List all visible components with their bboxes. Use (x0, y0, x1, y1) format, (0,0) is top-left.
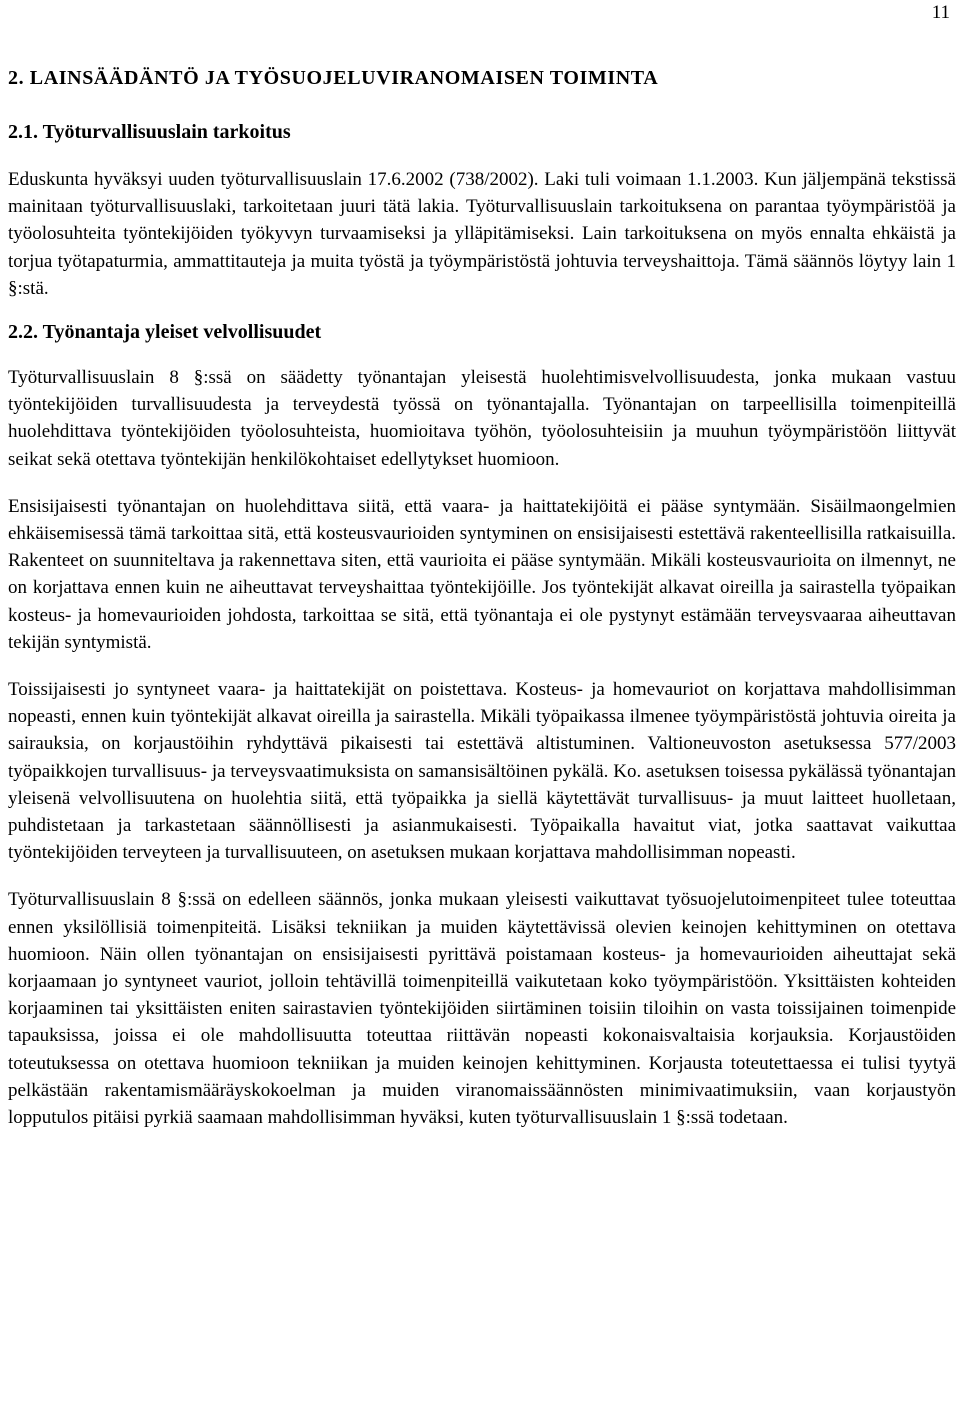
section-heading-2-2: 2.2. Työnantaja yleiset velvollisuudet (8, 321, 322, 344)
section-2-2-paragraph-2: Ensisijaisesti työnantajan on huolehdittava siitä, että vaara- ja haittatekijöitä ei pääse syntymään. Sisäilmaongelmien ehkäisemisessä tämä tarkoittaa sitä, että kosteusvaurioiden syntyminen on ensisijaisesti estettävä rakenteellisilla ratkaisuilla. Rakenteet on suunniteltava ja rakennettava siten, että vaurioita ei pääse syntymään. Mikäli kosteusvaurioita on ilmennyt, ne on korjattava ennen kuin ne aiheuttavat terveyshaittaa työntekijöille. Jos työntekijät alkavat oireilla ja sairastella työpaikan kosteus- ja homevaurioiden johdosta, tarkoittaa se sitä, että työnantaja ei ole pystynyt estämään terveysvaaraa aiheuttavan tekijän syntymistä. (8, 495, 956, 653)
section-2-2-paragraph-4: Työturvallisuuslain 8 §:ssä on edelleen säännös, jonka mukaan yleisesti vaikuttavat työsuojelutoimenpiteet tulee toteuttaa ennen yksilöllisiä toimenpiteitä. Lisäksi tekniikan ja muiden käytettävissä olevien keinojen kehittyminen on otettava huomioon. Näin ollen työnantajan on ensisijaisesti pyrittävä poistamaan kosteus- ja homevaurioiden aiheuttajat sekä korjaamaan jo syntyneet vauriot, jolloin tehtävillä toimenpiteillä vaikutetaan koko työympäristöön. Yksittäisten kohteiden korjaaminen tai yksittäisten eniten sairastavien työntekijöiden siirtäminen toisiin tiloihin on vasta toissijainen toimenpide tapauksissa, joissa ei ole mahdollisuutta toteuttaa riittävän nopeasti kokonaisvaltaisia korjauksia. Korjaustöiden toteutuksessa on otettava huomioon tekniikan ja muiden keinojen kehittyminen. Korjausta toteutettaessa ei tulisi tyytyä pelkästään rakentamismääräyskokoelman ja muiden viranomaissäännösten minimivaatimuksiin, vaan korjaustyön lopputulos pitäisi pyrkiä saamaan mahdollisimman hyväksi, kuten työturvallisuuslain 1 §:ssä todetaan. (8, 889, 956, 1129)
section-2-2-paragraph-3: Toissijaisesti jo syntyneet vaara- ja haittatekijät on poistettava. Kosteus- ja homevauriot on korjattava mahdollisimman nopeasti, ennen kuin työntekijät alkavat oireilla ja sairastella. Mikäli työpaikassa ilmenee työympäristöstä johtuvia oireita ja sairauksia, on korjaustöihin ryhdyttävä pikaisesti tai estettävä altistuminen. Valtioneuvoston asetuksessa 577/2003 työpaikkojen turvallisuus- ja terveysvaatimuksista on samansisältöinen pykälä. Ko. asetuksen toisessa pykälässä työnantajan yleisenä velvollisuutena on huolehtia siitä, että työpaikka ja siellä käytettävät turvallisuus- ja muut laitteet huolletaan, puhdistetaan ja tarkastetaan säännöllisesti ja asianmukaisesti. Työpaikalla havaitut viat, jotka saattavat vaikuttaa työntekijöiden terveyteen ja turvallisuuteen, on asetuksen mukaan korjattava mahdollisimman nopeasti. (8, 679, 956, 864)
section-heading-2-1: 2.1. Työturvallisuuslain tarkoitus (8, 121, 291, 143)
document-page (8, 64, 956, 1131)
page-number: 11 (931, 2, 950, 23)
section-2-1-paragraph: Eduskunta hyväksyi uuden työturvallisuuslain 17.6.2002 (738/2002). Laki tuli voimaan 1.1.2003. Kun jäljempänä tekstissä mainitaan työturvallisuuslaki, tarkoitetaan juuri tätä lakia. Työturvallisuuslain tarkoituksena on parantaa työympäristöä ja työolosuhteita työntekijöiden työkyvyn turvaamiseksi ja ylläpitämiseksi. Lain tarkoituksena on myös ennalta ehkäistä ja torjua työtapaturmia, ammattitauteja ja muita työstä ja työympäristöstä johtuvia terveyshaittoja. Tämä säännös löytyy lain 1 §:stä. (8, 169, 956, 299)
chapter-heading: 2. LAINSÄÄDÄNTÖ JA TYÖSUOJELUVIRANOMAISEN TOIMINTA (8, 67, 659, 89)
section-2-2-paragraph-1: Työturvallisuuslain 8 §:ssä on säädetty työnantajan yleisestä huolehtimisvelvollisuudesta, jonka mukaan vastuu työntekijöiden turvallisuudesta ja terveydestä työssä on työnantajalla. Työnantajan on tarpeellisilla toimenpiteillä huolehdittava työntekijöiden työolosuhteista, huomioitava työhön, työolosuhteisiin ja muuhun työympäristöön liittyvät seikat sekä otettava työntekijän henkilökohtaiset edellytykset huomioon. (8, 367, 956, 470)
